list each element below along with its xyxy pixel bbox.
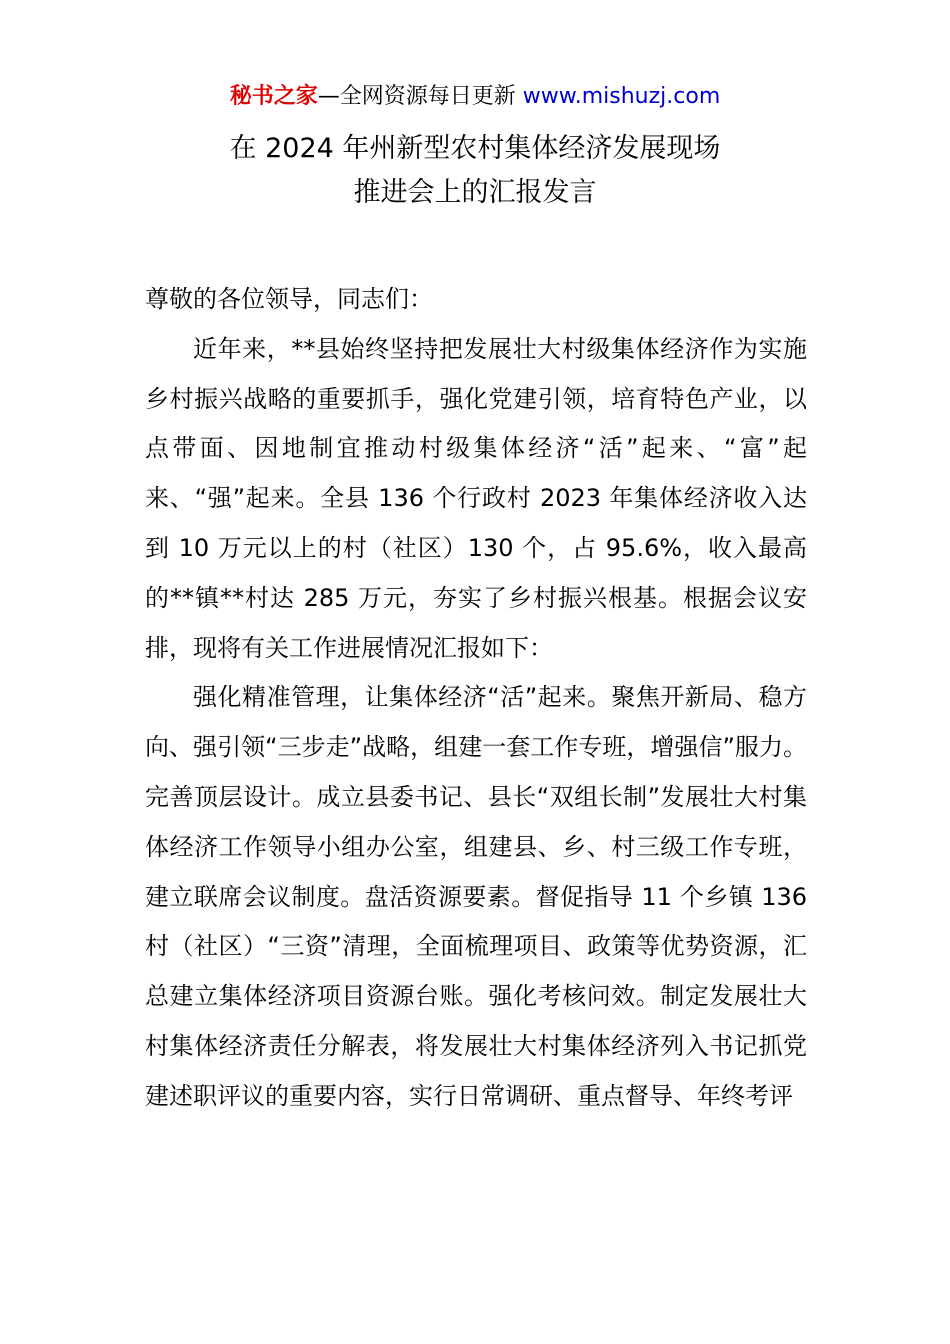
document-body bbox=[145, 275, 807, 1122]
title-line-1: 在 2024 年州新型农村集体经济发展现场 bbox=[229, 133, 721, 164]
paragraph-1: 近年来，**县始终坚持把发展壮大村级集体经济作为实施乡村振兴战略的重要抓手，强化党建引领，培育特色产业，以点带面、因地制宜推动村级集体经济“活”起来、“富”起来、“强”起来。全县 136 个行政村 2023 年集体经济收入达到 10 万元以上的村（社区）130 个，占 95.6%，收入最高的**镇**村达 285 万元，夯实了乡村振兴根基。根据会议安排，现将有关工作进展情况汇报如下： bbox=[145, 334, 807, 662]
header-tagline: —全网资源每日更新 bbox=[317, 84, 516, 109]
title-line-2: 推进会上的汇报发言 bbox=[353, 177, 597, 208]
site-header bbox=[0, 80, 950, 114]
brand-name: 秘书之家 bbox=[229, 84, 318, 109]
site-url-link[interactable]: www.mishuzj.com bbox=[522, 84, 721, 109]
paragraph-2: 强化精准管理，让集体经济“活”起来。聚焦开新局、稳方向、强引领“三步走”战略，组建一套工作专班，增强信”服力。完善顶层设计。成立县委书记、县长“双组长制”发展壮大村集体经济工作领导小组办公室，组建县、乡、村三级工作专班，建立联席会议制度。盘活资源要素。督促指导 11 个乡镇 136 村（社区）“三资”清理，全面梳理项目、政策等优势资源，汇总建立集体经济项目资源台账。强化考核问效。制定发展壮大村集体经济责任分解表，将发展壮大村集体经济列入书记抓党建述职评议的重要内容，实行日常调研、重点督导、年终考评 bbox=[145, 683, 807, 1110]
document-title bbox=[0, 127, 950, 215]
salutation: 尊敬的各位领导，同志们： bbox=[145, 285, 433, 313]
